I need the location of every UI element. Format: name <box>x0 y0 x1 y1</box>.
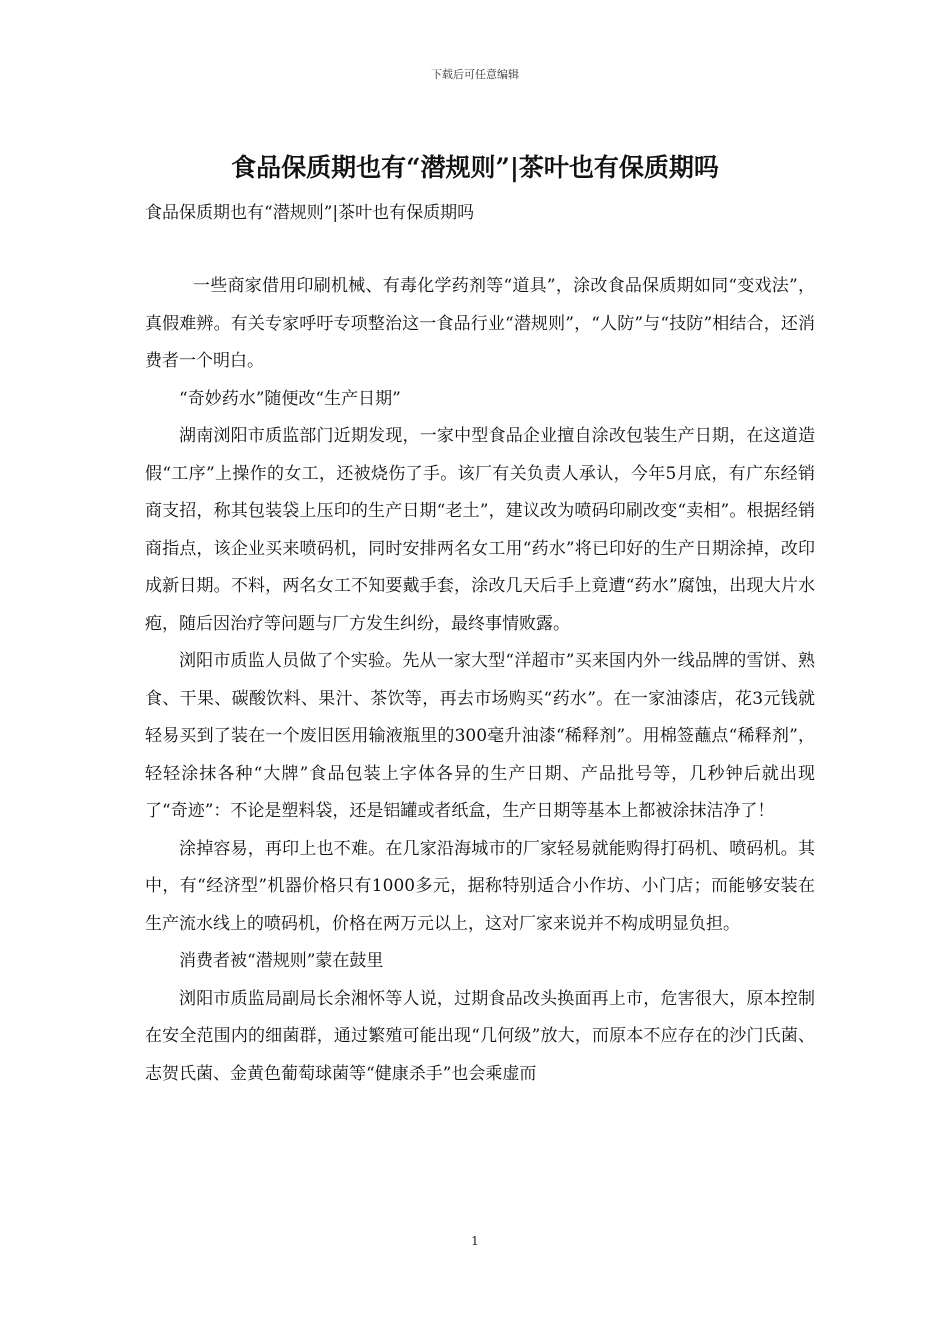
paragraph-experiment: 浏阳市质监人员做了个实验。先从一家大型“洋超市”买来国内外一线品牌的雪饼、熟食、干果、碳酸饮料、果汁、茶饮等，再去市场购买“药水”。在一家油漆店，花3元钱就轻易买到了装在一个废旧医用输液瓶里的300毫升油漆“稀释剂”。用棉签蘸点“稀释剂”，轻轻涂抹各种“大牌”食品包装上字体各异的生产日期、产品批号等，几秒钟后就出现了“奇迹”：不论是塑料袋，还是铝罐或者纸盒，生产日期等基本上都被涂抹洁净了！ <box>145 651 815 821</box>
document-subtitle: 食品保质期也有“潜规则”|茶叶也有保质期吗 <box>145 203 475 223</box>
paragraph-health-risk: 浏阳市质监局副局长余湘怀等人说，过期食品改头换面再上市，危害很大，原本控制在安全范围内的细菌群，通过繁殖可能出现“几何级”放大，而原本不应存在的沙门氏菌、志贺氏菌、金黄色葡萄球菌等“健康杀手”也会乘虚而 <box>145 988 815 1084</box>
paragraph-intro: 一些商家借用印刷机械、有毒化学药剂等“道具”，涂改食品保质期如同“变戏法”，真假难辨。有关专家呼吁专项整治这一食品行业“潜规则”，“人防”与“技防”相结合，还消费者一个明白。 <box>145 276 815 371</box>
paragraph-printing-machines: 涂掉容易，再印上也不难。在几家沿海城市的厂家轻易就能购得打码机、喷码机。其中，有“经济型”机器价格只有1000多元，据称特别适合小作坊、小门店；而能够安装在生产流水线上的喷码机，价格在两万元以上，这对厂家来说并不构成明显负担。 <box>145 838 815 934</box>
section-heading-magic-potion: “奇妙药水”随便改“生产日期” <box>179 388 401 409</box>
paragraph-liuyang-discovery: 湖南浏阳市质监部门近期发现，一家中型食品企业擅自涂改包装生产日期，在这道造假“工序”上操作的女工，还被烧伤了手。该厂有关负责人承认，今年5月底，有广东经销商支招，称其包装袋上压印的生产日期“老土”，建议改为喷码印刷改变“卖相”。根据经销商指点，该企业买来喷码机，同时安排两名女工用“药水”将已印好的生产日期涂掉，改印成新日期。不料，两名女工不知要戴手套，涂改几天后手上竟遭“药水”腐蚀，出现大片水疱，随后因治疗等问题与厂方发生纠纷，最终事情败露。 <box>145 426 815 634</box>
document-body <box>145 268 815 1093</box>
page-number: 1 <box>471 1234 479 1248</box>
section-heading-consumers: 消费者被“潜规则”蒙在鼓里 <box>179 951 384 971</box>
header-note: 下载后可任意编辑 <box>431 68 519 81</box>
document-title: 食品保质期也有“潜规则”|茶叶也有保质期吗 <box>231 153 719 182</box>
